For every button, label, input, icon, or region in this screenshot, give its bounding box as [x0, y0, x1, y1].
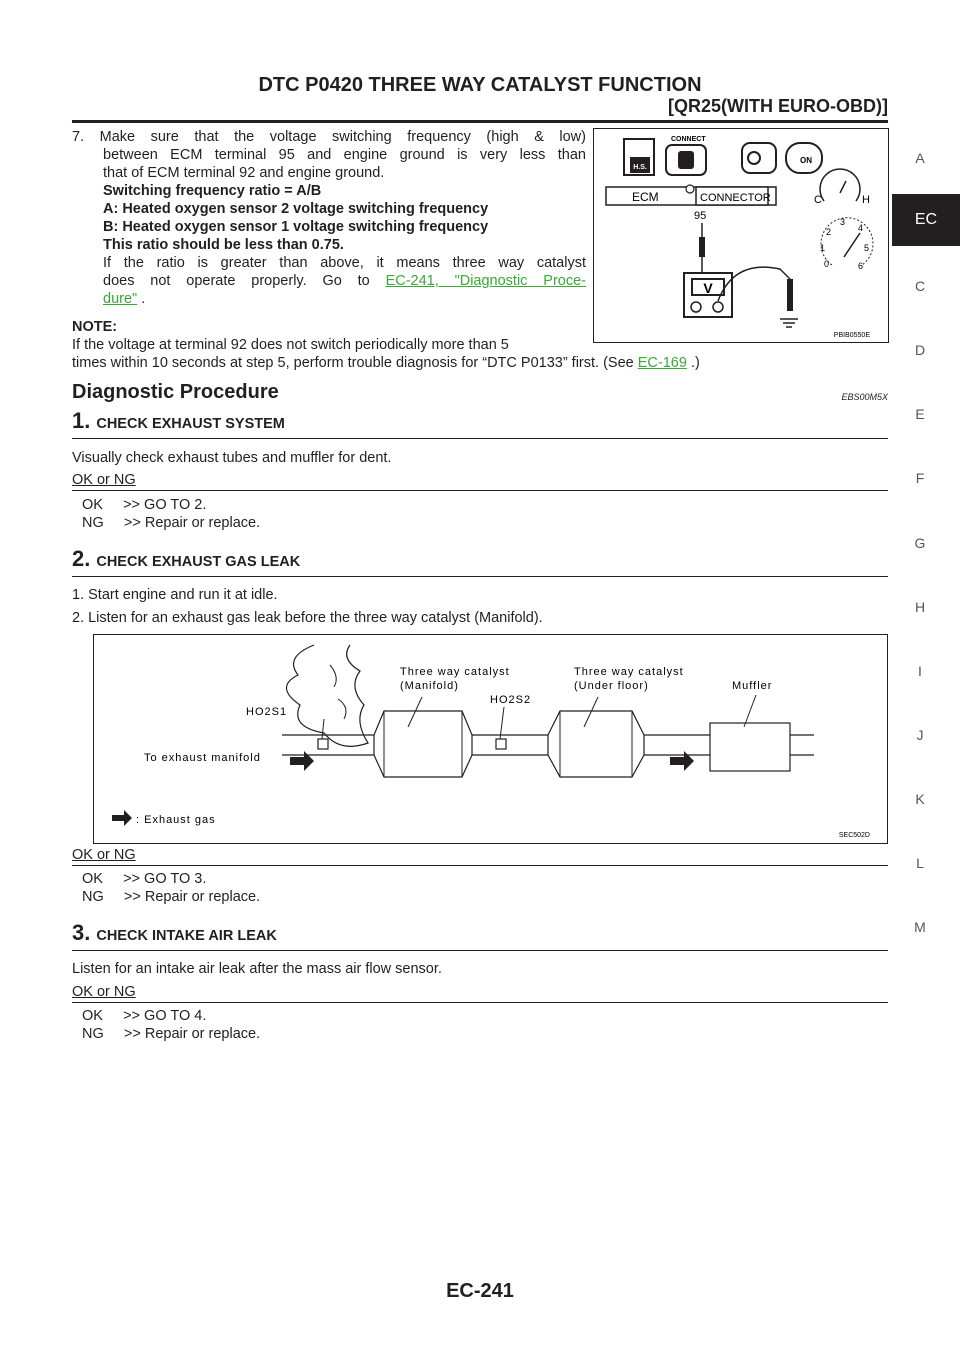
note-block [72, 318, 852, 372]
sidebar-tab-c[interactable]: C [914, 278, 926, 294]
sidebar-tab-d[interactable]: D [914, 342, 926, 358]
note-text: times within 10 seconds at step 5, perform trouble diagnosis for “DTC P0133” first. (See [72, 355, 638, 371]
exhaust-arrow-icon [670, 751, 694, 771]
figure-exhaust-system [93, 634, 888, 844]
on-label: ON [800, 156, 812, 165]
page-subtitle: [QR25(WITH EURO-OBD)] [668, 96, 888, 116]
note-line [72, 354, 852, 372]
step-title: CHECK EXHAUST SYSTEM [96, 416, 285, 432]
gauge-h: H [862, 194, 870, 206]
step-body: Visually check exhaust tubes and muffler for dent. [72, 450, 392, 466]
step7-text: . [137, 291, 146, 307]
figure-id: SEC502D [838, 832, 870, 839]
tach-scale: 4 [858, 223, 864, 233]
figure-exhaust-system-svg [94, 635, 887, 843]
step-title: CHECK EXHAUST GAS LEAK [96, 554, 301, 570]
step-heading-2 [72, 546, 300, 572]
sidebar-tab-l[interactable]: L [916, 855, 924, 871]
consult-icon [624, 139, 654, 175]
sidebar-tab-e[interactable]: E [915, 406, 925, 422]
step-number: 1. [72, 408, 91, 433]
step7-line: If the ratio is greater than above, it means three way catalyst [103, 255, 586, 271]
step-rule [72, 438, 888, 439]
step-heading-1 [72, 408, 285, 434]
note-line: If the voltage at terminal 92 does not switch periodically more than 5 [72, 337, 509, 353]
step7-formula-b: B: Heated oxygen sensor 1 voltage switching frequency [103, 219, 489, 235]
label-ho2s2: HO2S2 [490, 694, 532, 706]
step-rule [72, 950, 888, 951]
step7-text: does not operate properly. Go to [103, 273, 386, 289]
terminal-label: 95 [694, 210, 707, 222]
label-twc-under: Three way catalyst [574, 666, 684, 678]
tachometer-icon [820, 217, 873, 271]
sidebar-tab-k[interactable]: K [915, 791, 925, 807]
header-rule [72, 120, 888, 123]
step-body: 1. Start engine and run it at idle. [72, 587, 278, 603]
step-rule [72, 576, 888, 577]
step7-ratio-spec: This ratio should be less than 0.75. [103, 237, 344, 253]
ok-result: OK >> GO TO 2. [82, 497, 207, 513]
ecm-label: ECM [632, 190, 659, 204]
ok-result: OK >> GO TO 3. [82, 871, 207, 887]
sidebar-tab-j[interactable]: J [916, 727, 924, 743]
connector-label: CONNECTOR [700, 192, 771, 204]
label-ho2s1: HO2S1 [246, 706, 288, 718]
sidebar-tab-i[interactable]: I [918, 663, 922, 679]
step7-block [72, 128, 586, 308]
step-rule [72, 865, 888, 866]
step-body: Listen for an intake air leak after the mass air flow sensor. [72, 961, 442, 977]
page-title: DTC P0420 THREE WAY CATALYST FUNCTION [258, 74, 702, 96]
tach-scale: 5 [864, 243, 870, 253]
tach-scale: 6 [858, 261, 864, 271]
sidebar-tab-g[interactable]: G [914, 535, 926, 551]
connect-label: CONNECT [671, 136, 706, 143]
label-twc-manifold: Three way catalyst [400, 666, 510, 678]
okng-label: OK or NG [72, 472, 136, 488]
step-number: 2. [72, 546, 91, 571]
ng-result: NG >> Repair or replace. [82, 515, 261, 531]
link-ec-169[interactable]: EC-169 [637, 355, 687, 371]
step7-line [72, 272, 586, 290]
step-body: 2. Listen for an exhaust gas leak before the three way catalyst (Manifold). [72, 610, 543, 626]
sidebar-tab-ec[interactable]: EC [892, 194, 960, 246]
step-rule [72, 1002, 888, 1003]
okng-label: OK or NG [72, 984, 136, 1000]
ok-result: OK >> GO TO 4. [82, 1008, 207, 1024]
step7-line: 7. Make sure that the voltage switching frequency (high & low) [72, 129, 586, 145]
ignition-key-icon [742, 143, 822, 173]
section-title: Diagnostic Procedure [72, 381, 279, 403]
link-ec-241[interactable]: EC-241, "Diagnostic Proce- [385, 273, 586, 289]
note-text: .) [686, 355, 700, 371]
figure-ecm-voltage [593, 128, 889, 343]
link-ec-241-cont[interactable]: dure" [103, 291, 138, 307]
sidebar-tab-h[interactable]: H [914, 599, 926, 615]
legend-arrow-icon [112, 810, 132, 826]
step-number: 3. [72, 920, 91, 945]
step7-line: between ECM terminal 95 and engine ground is very less than [103, 147, 586, 163]
section-code: EBS00M5X [841, 392, 888, 402]
label-muffler: Muffler [732, 680, 773, 692]
step7-formula-a: A: Heated oxygen sensor 2 voltage switching frequency [103, 201, 489, 217]
legend-label: : Exhaust gas [136, 814, 216, 826]
label-twc-under-2: (Under floor) [574, 680, 649, 692]
sidebar-tab-a[interactable]: A [915, 150, 925, 166]
temperature-gauge-icon [814, 169, 870, 206]
gauge-c: C [814, 194, 822, 206]
tach-scale: 1 [820, 243, 826, 253]
step7-line: that of ECM terminal 92 and engine ground. [103, 165, 385, 181]
label-to-manifold: To exhaust manifold [144, 752, 261, 764]
ng-result: NG >> Repair or replace. [82, 889, 261, 905]
step7-formula: Switching frequency ratio = A/B [103, 183, 322, 199]
note-label: NOTE: [72, 319, 118, 335]
tach-scale: 0 [824, 259, 830, 269]
step-rule [72, 490, 888, 491]
hs-label: H.S. [633, 164, 647, 171]
sidebar-tab-f[interactable]: F [915, 470, 925, 486]
connect-icon [666, 136, 706, 175]
tach-scale: 3 [840, 217, 846, 227]
exhaust-arrow-icon [290, 751, 314, 771]
page-number: EC-241 [446, 1280, 514, 1302]
okng-label: OK or NG [72, 847, 136, 863]
sidebar-tab-m[interactable]: M [914, 919, 926, 935]
voltmeter-label: V [703, 280, 713, 296]
tach-scale: 2 [826, 227, 832, 237]
label-twc-manifold-2: (Manifold) [400, 680, 459, 692]
figure-id: PBIB0550E [833, 332, 870, 339]
step-heading-3 [72, 920, 277, 946]
figure-ecm-voltage-svg [594, 129, 888, 342]
step-title: CHECK INTAKE AIR LEAK [96, 928, 277, 944]
ng-result: NG >> Repair or replace. [82, 1026, 261, 1042]
